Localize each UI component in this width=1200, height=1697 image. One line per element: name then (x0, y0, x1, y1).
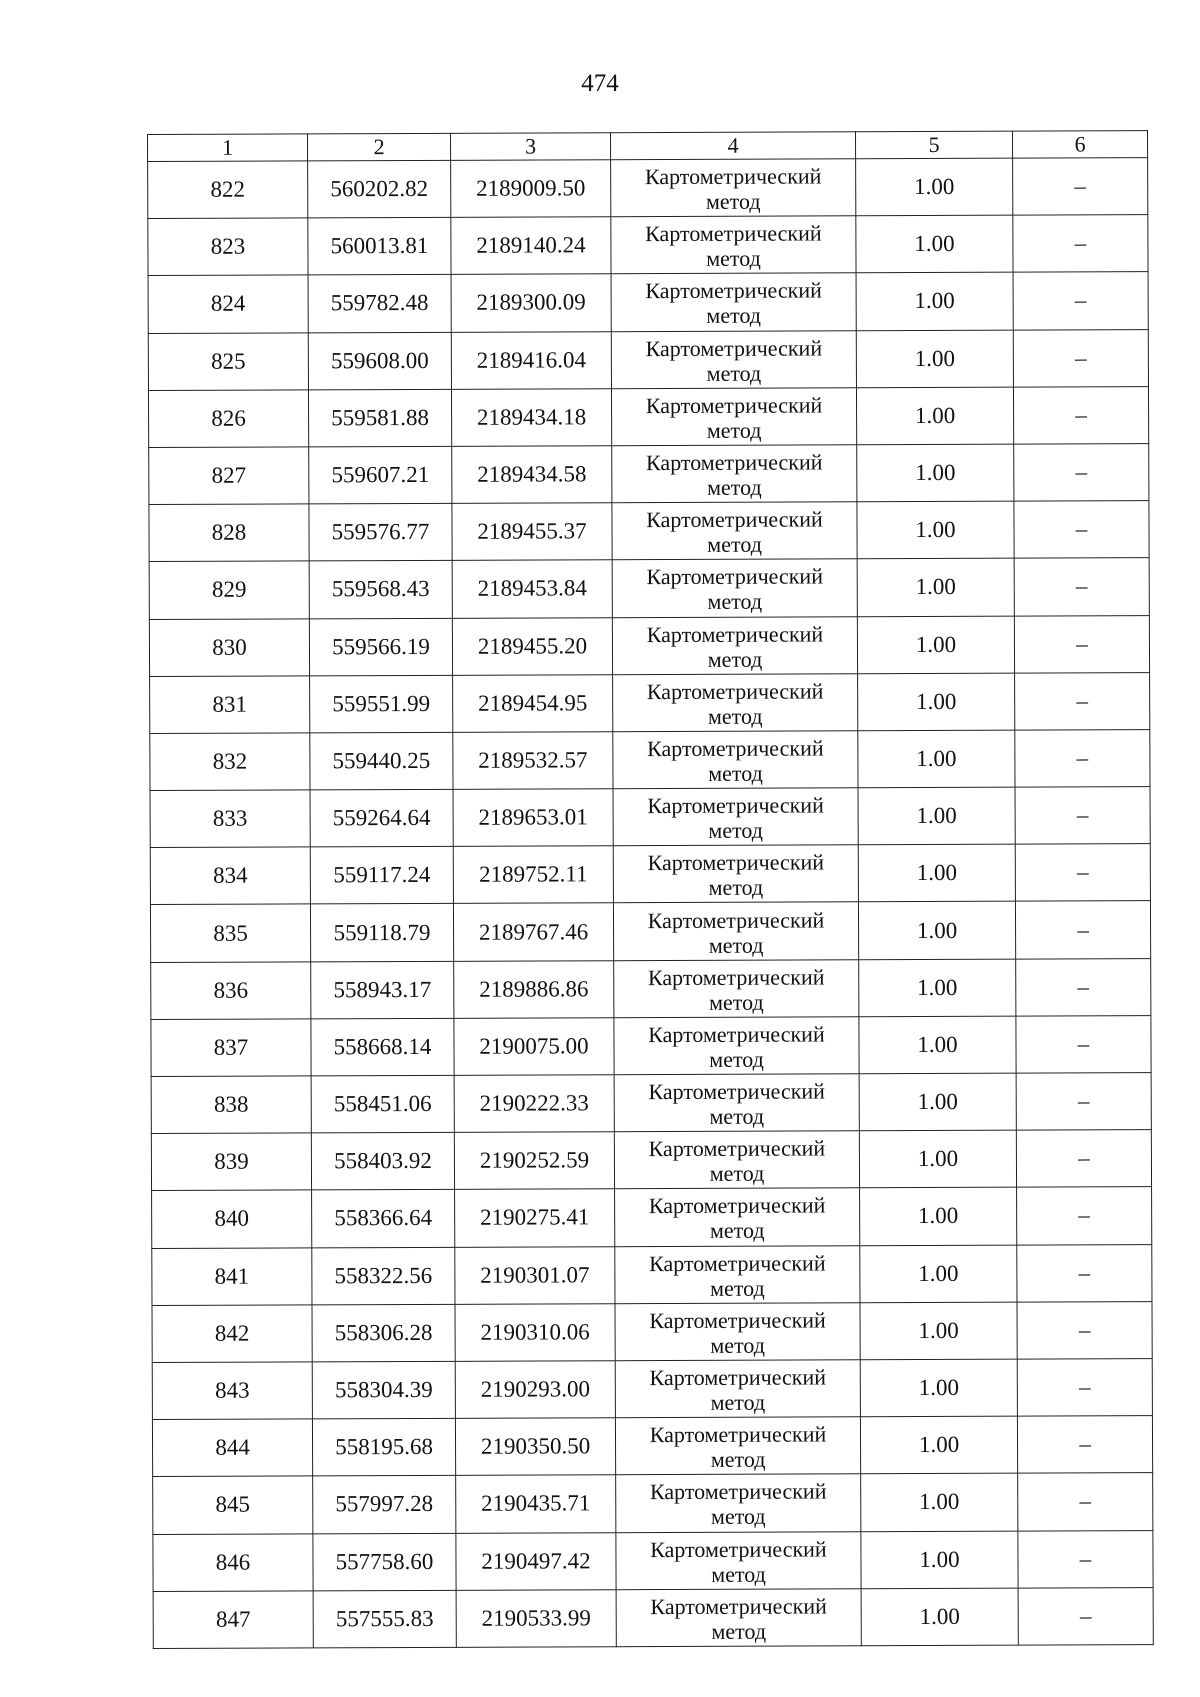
y-coordinate-cell: 2190533.99 (456, 1589, 616, 1647)
method-cell (611, 159, 856, 217)
method-line-1: Картометрический (647, 735, 824, 762)
table-row (150, 672, 1150, 733)
accuracy-cell: 1.00 (856, 387, 1013, 445)
x-coordinate-cell: 559782.48 (308, 275, 451, 333)
y-coordinate-cell: 2189455.20 (452, 617, 612, 675)
method-line-1: Картометрический (645, 220, 822, 247)
accuracy-cell: 1.00 (861, 1473, 1018, 1531)
method-cell (615, 1188, 860, 1246)
point-number-cell: 830 (149, 618, 309, 676)
table-row (152, 1244, 1152, 1305)
method-line-1: Картометрический (648, 1021, 825, 1047)
table-row (152, 1187, 1152, 1248)
accuracy-cell: 1.00 (857, 501, 1014, 559)
accuracy-cell: 1.00 (856, 158, 1013, 216)
accuracy-cell: 1.00 (857, 616, 1014, 674)
table-row (153, 1473, 1153, 1534)
table-row (150, 730, 1150, 791)
accuracy-cell: 1.00 (860, 1302, 1017, 1360)
point-number-cell: 833 (150, 790, 310, 848)
table-row (148, 386, 1148, 447)
method-line-2: метод (710, 1446, 766, 1473)
x-coordinate-cell: 558304.39 (312, 1361, 455, 1419)
point-number-cell: 829 (149, 561, 309, 619)
x-coordinate-cell: 557758.60 (313, 1533, 456, 1591)
x-coordinate-cell: 558668.14 (311, 1018, 454, 1076)
accuracy-cell: 1.00 (859, 959, 1016, 1017)
x-coordinate-cell: 558195.68 (312, 1418, 455, 1476)
accuracy-cell: 1.00 (858, 673, 1015, 731)
method-line-2: метод (708, 760, 763, 786)
method-line-1: Картометрический (647, 792, 824, 819)
point-number-cell: 840 (152, 1190, 312, 1248)
method-line-1: Картометрический (648, 1078, 825, 1105)
method-cell (616, 1531, 861, 1589)
method-cell (614, 1017, 859, 1075)
method-cell (614, 1131, 859, 1189)
y-coordinate-cell: 2190075.00 (454, 1018, 614, 1076)
method-line-2: метод (708, 874, 764, 901)
method-cell (612, 502, 857, 560)
table-row (148, 272, 1148, 333)
point-number-cell: 839 (151, 1133, 311, 1191)
method-cell (615, 1245, 860, 1303)
column-header: 1 (148, 134, 308, 162)
x-coordinate-cell: 559440.25 (310, 732, 453, 790)
x-coordinate-cell: 558322.56 (312, 1247, 455, 1305)
method-line-1: Картометрический (645, 449, 823, 476)
table-header (148, 131, 1148, 162)
note-cell: – (1014, 444, 1149, 502)
accuracy-cell: 1.00 (856, 330, 1013, 388)
y-coordinate-cell: 2189767.46 (453, 903, 613, 961)
y-coordinate-cell: 2189453.84 (452, 560, 612, 618)
method-cell (615, 1360, 860, 1418)
x-coordinate-cell: 558403.92 (311, 1133, 454, 1191)
method-line-1: Картометрический (647, 849, 825, 876)
method-cell (611, 330, 856, 388)
accuracy-cell: 1.00 (860, 1188, 1017, 1246)
x-coordinate-cell: 557555.83 (313, 1590, 456, 1648)
note-cell: – (1015, 672, 1150, 730)
method-line-1: Картометрический (649, 1364, 827, 1391)
method-line-2: метод (708, 989, 764, 1015)
x-coordinate-cell: 560202.82 (308, 160, 451, 218)
x-coordinate-cell: 559576.77 (309, 503, 452, 561)
x-coordinate-cell: 558306.28 (312, 1304, 455, 1362)
accuracy-cell: 1.00 (859, 1073, 1016, 1131)
method-cell (616, 1588, 861, 1646)
method-cell (613, 788, 858, 846)
note-cell: – (1015, 901, 1150, 959)
method-line-2: метод (706, 417, 762, 443)
y-coordinate-cell: 2189300.09 (451, 274, 611, 332)
note-cell: – (1013, 158, 1148, 216)
point-number-cell: 838 (151, 1076, 311, 1134)
method-line-2: метод (705, 188, 761, 214)
point-number-cell: 824 (148, 275, 308, 333)
method-line-1: Картометрический (646, 678, 824, 704)
column-header: 5 (855, 131, 1012, 159)
y-coordinate-cell: 2190301.07 (455, 1246, 615, 1304)
note-cell: – (1018, 1473, 1153, 1531)
point-number-cell: 831 (150, 676, 310, 734)
y-coordinate-cell: 2190350.50 (455, 1418, 615, 1476)
x-coordinate-cell: 559551.99 (310, 675, 453, 733)
method-cell (611, 216, 856, 274)
method-line-1: Картометрический (646, 621, 824, 647)
x-coordinate-cell: 559118.79 (310, 904, 453, 962)
method-line-2: метод (708, 932, 764, 958)
accuracy-cell: 1.00 (860, 1359, 1017, 1417)
point-number-cell: 845 (153, 1476, 313, 1534)
method-line-1: Картометрический (650, 1535, 827, 1562)
y-coordinate-cell: 2189434.18 (451, 388, 611, 446)
method-line-1: Картометрический (648, 1192, 826, 1219)
table-row (149, 558, 1149, 619)
x-coordinate-cell: 559608.00 (308, 332, 451, 390)
table-row (150, 787, 1150, 848)
page-number: 474 (581, 70, 619, 97)
column-header: 3 (450, 133, 610, 161)
y-coordinate-cell: 2189752.11 (453, 846, 613, 904)
method-line-2: метод (707, 646, 763, 672)
note-cell: – (1017, 1359, 1152, 1417)
y-coordinate-cell: 2189886.86 (454, 960, 614, 1018)
note-cell: – (1015, 730, 1150, 788)
accuracy-cell: 1.00 (858, 730, 1015, 788)
method-cell (612, 445, 857, 503)
method-line-2: метод (707, 531, 762, 558)
method-cell (612, 559, 857, 617)
method-cell (612, 616, 857, 674)
table-row (148, 329, 1148, 390)
accuracy-cell: 1.00 (861, 1588, 1018, 1646)
table-row (151, 958, 1151, 1019)
y-coordinate-cell: 2189434.58 (452, 446, 612, 504)
y-coordinate-cell: 2190252.59 (454, 1132, 614, 1190)
y-coordinate-cell: 2190293.00 (455, 1361, 615, 1419)
note-cell: – (1016, 1130, 1151, 1188)
point-number-cell: 826 (148, 390, 308, 448)
x-coordinate-cell: 559264.64 (310, 789, 453, 847)
point-number-cell: 837 (151, 1019, 311, 1077)
point-number-cell: 822 (148, 161, 308, 219)
accuracy-cell: 1.00 (858, 844, 1015, 902)
x-coordinate-cell: 559566.19 (309, 618, 452, 676)
table-row (148, 158, 1148, 219)
note-cell: – (1013, 215, 1148, 273)
method-line-1: Картометрический (650, 1593, 827, 1619)
table-row (153, 1530, 1153, 1591)
method-line-1: Картометрический (646, 506, 823, 533)
note-cell: – (1017, 1187, 1152, 1245)
note-cell: – (1017, 1301, 1152, 1359)
method-line-1: Картометрический (645, 392, 823, 418)
method-line-2: метод (710, 1504, 766, 1530)
method-cell (616, 1474, 861, 1532)
column-header: 6 (1012, 131, 1147, 159)
note-cell: – (1013, 329, 1148, 387)
method-line-2: метод (706, 303, 762, 329)
x-coordinate-cell: 560013.81 (308, 218, 451, 276)
method-line-2: метод (711, 1618, 767, 1644)
point-number-cell: 841 (152, 1247, 312, 1305)
point-number-cell: 846 (153, 1533, 313, 1591)
x-coordinate-cell: 558451.06 (311, 1075, 454, 1133)
method-cell (615, 1417, 860, 1475)
method-line-1: Картометрический (648, 1135, 826, 1162)
x-coordinate-cell: 558366.64 (312, 1190, 455, 1248)
table-row (149, 444, 1149, 505)
y-coordinate-cell: 2189454.95 (453, 674, 613, 732)
method-line-2: метод (710, 1389, 766, 1415)
method-cell (613, 673, 858, 731)
table-row (152, 1416, 1152, 1477)
method-line-1: Картометрический (644, 163, 822, 190)
method-line-2: метод (707, 589, 763, 615)
method-line-2: метод (710, 1332, 765, 1358)
x-coordinate-cell: 559581.88 (308, 389, 451, 447)
point-number-cell: 844 (152, 1419, 312, 1477)
table-row (152, 1359, 1152, 1420)
table-row (150, 901, 1150, 962)
note-cell: – (1013, 272, 1148, 330)
point-number-cell: 836 (151, 962, 311, 1020)
accuracy-cell: 1.00 (859, 1130, 1016, 1188)
method-line-2: метод (709, 1218, 765, 1244)
column-header: 2 (308, 133, 451, 161)
method-cell (611, 273, 856, 331)
point-number-cell: 827 (149, 447, 309, 505)
method-cell (613, 845, 858, 903)
y-coordinate-cell: 2190310.06 (455, 1303, 615, 1361)
method-line-2: метод (709, 1046, 764, 1072)
method-line-1: Картометрический (645, 335, 823, 361)
accuracy-cell: 1.00 (860, 1416, 1017, 1474)
method-line-1: Картометрический (647, 906, 825, 933)
x-coordinate-cell: 557997.28 (313, 1476, 456, 1534)
accuracy-cell: 1.00 (858, 902, 1015, 960)
note-cell: – (1014, 558, 1149, 616)
note-cell: – (1016, 1073, 1151, 1131)
y-coordinate-cell: 2189416.04 (451, 331, 611, 389)
note-cell: – (1015, 844, 1150, 902)
x-coordinate-cell: 558943.17 (311, 961, 454, 1019)
method-line-1: Картометрический (649, 1307, 826, 1333)
table-row (150, 844, 1150, 905)
method-cell (613, 731, 858, 789)
note-cell: – (1016, 958, 1151, 1016)
y-coordinate-cell: 2190222.33 (454, 1075, 614, 1133)
method-line-1: Картометрический (649, 1478, 827, 1505)
method-line-2: метод (708, 817, 764, 844)
method-cell (614, 1074, 859, 1132)
accuracy-cell: 1.00 (861, 1531, 1018, 1589)
table-body (148, 158, 1154, 1649)
table-row (148, 215, 1148, 276)
y-coordinate-cell: 2190435.71 (456, 1475, 616, 1533)
point-number-cell: 842 (152, 1305, 312, 1363)
table-row (149, 615, 1149, 676)
note-cell: – (1014, 615, 1149, 673)
table-row (151, 1073, 1151, 1134)
method-line-2: метод (707, 474, 762, 500)
coordinates-table (147, 130, 1154, 1649)
method-line-1: Картометрический (649, 1250, 826, 1276)
method-cell (611, 388, 856, 446)
y-coordinate-cell: 2189532.57 (453, 732, 613, 790)
table-row (153, 1587, 1153, 1648)
accuracy-cell: 1.00 (859, 1016, 1016, 1074)
method-cell (615, 1303, 860, 1361)
point-number-cell: 832 (150, 733, 310, 791)
method-cell (613, 902, 858, 960)
note-cell: – (1017, 1416, 1152, 1474)
note-cell: – (1017, 1244, 1152, 1302)
method-line-1: Картометрический (647, 964, 825, 990)
y-coordinate-cell: 2190497.42 (456, 1532, 616, 1590)
table-row (149, 501, 1149, 562)
accuracy-cell: 1.00 (856, 215, 1013, 273)
method-line-2: метод (706, 245, 761, 272)
method-line-2: метод (710, 1275, 765, 1301)
x-coordinate-cell: 559568.43 (309, 561, 452, 619)
x-coordinate-cell: 559607.21 (309, 446, 452, 504)
x-coordinate-cell: 559117.24 (310, 847, 453, 905)
table-row (152, 1301, 1152, 1362)
point-number-cell: 843 (152, 1362, 312, 1420)
point-number-cell: 825 (148, 332, 308, 390)
point-number-cell: 828 (149, 504, 309, 562)
method-line-1: Картометрический (649, 1421, 827, 1448)
note-cell: – (1015, 787, 1150, 845)
point-number-cell: 823 (148, 218, 308, 276)
note-cell: – (1016, 1015, 1151, 1073)
method-line-2: метод (706, 360, 762, 386)
method-line-1: Картометрический (646, 563, 823, 590)
method-cell (614, 959, 859, 1017)
accuracy-cell: 1.00 (858, 787, 1015, 845)
y-coordinate-cell: 2189455.37 (452, 503, 612, 561)
method-line-2: метод (707, 703, 763, 729)
note-cell: – (1013, 386, 1148, 444)
column-header: 4 (610, 132, 855, 160)
note-cell: – (1018, 1530, 1153, 1588)
y-coordinate-cell: 2189653.01 (453, 789, 613, 847)
point-number-cell: 834 (150, 847, 310, 905)
method-line-2: метод (709, 1103, 765, 1129)
y-coordinate-cell: 2189140.24 (451, 217, 611, 275)
accuracy-cell: 1.00 (856, 273, 1013, 331)
y-coordinate-cell: 2190275.41 (455, 1189, 615, 1247)
method-line-1: Картометрический (645, 277, 822, 304)
accuracy-cell: 1.00 (857, 558, 1014, 616)
point-number-cell: 847 (153, 1591, 313, 1649)
method-line-2: метод (709, 1160, 765, 1187)
table-row (151, 1015, 1151, 1076)
y-coordinate-cell: 2189009.50 (451, 160, 611, 218)
header-row (148, 131, 1148, 162)
accuracy-cell: 1.00 (857, 444, 1014, 502)
method-line-2: метод (711, 1561, 766, 1587)
accuracy-cell: 1.00 (860, 1245, 1017, 1303)
point-number-cell: 835 (150, 904, 310, 962)
table-row (151, 1130, 1151, 1191)
note-cell: – (1018, 1587, 1153, 1645)
note-cell: – (1014, 501, 1149, 559)
